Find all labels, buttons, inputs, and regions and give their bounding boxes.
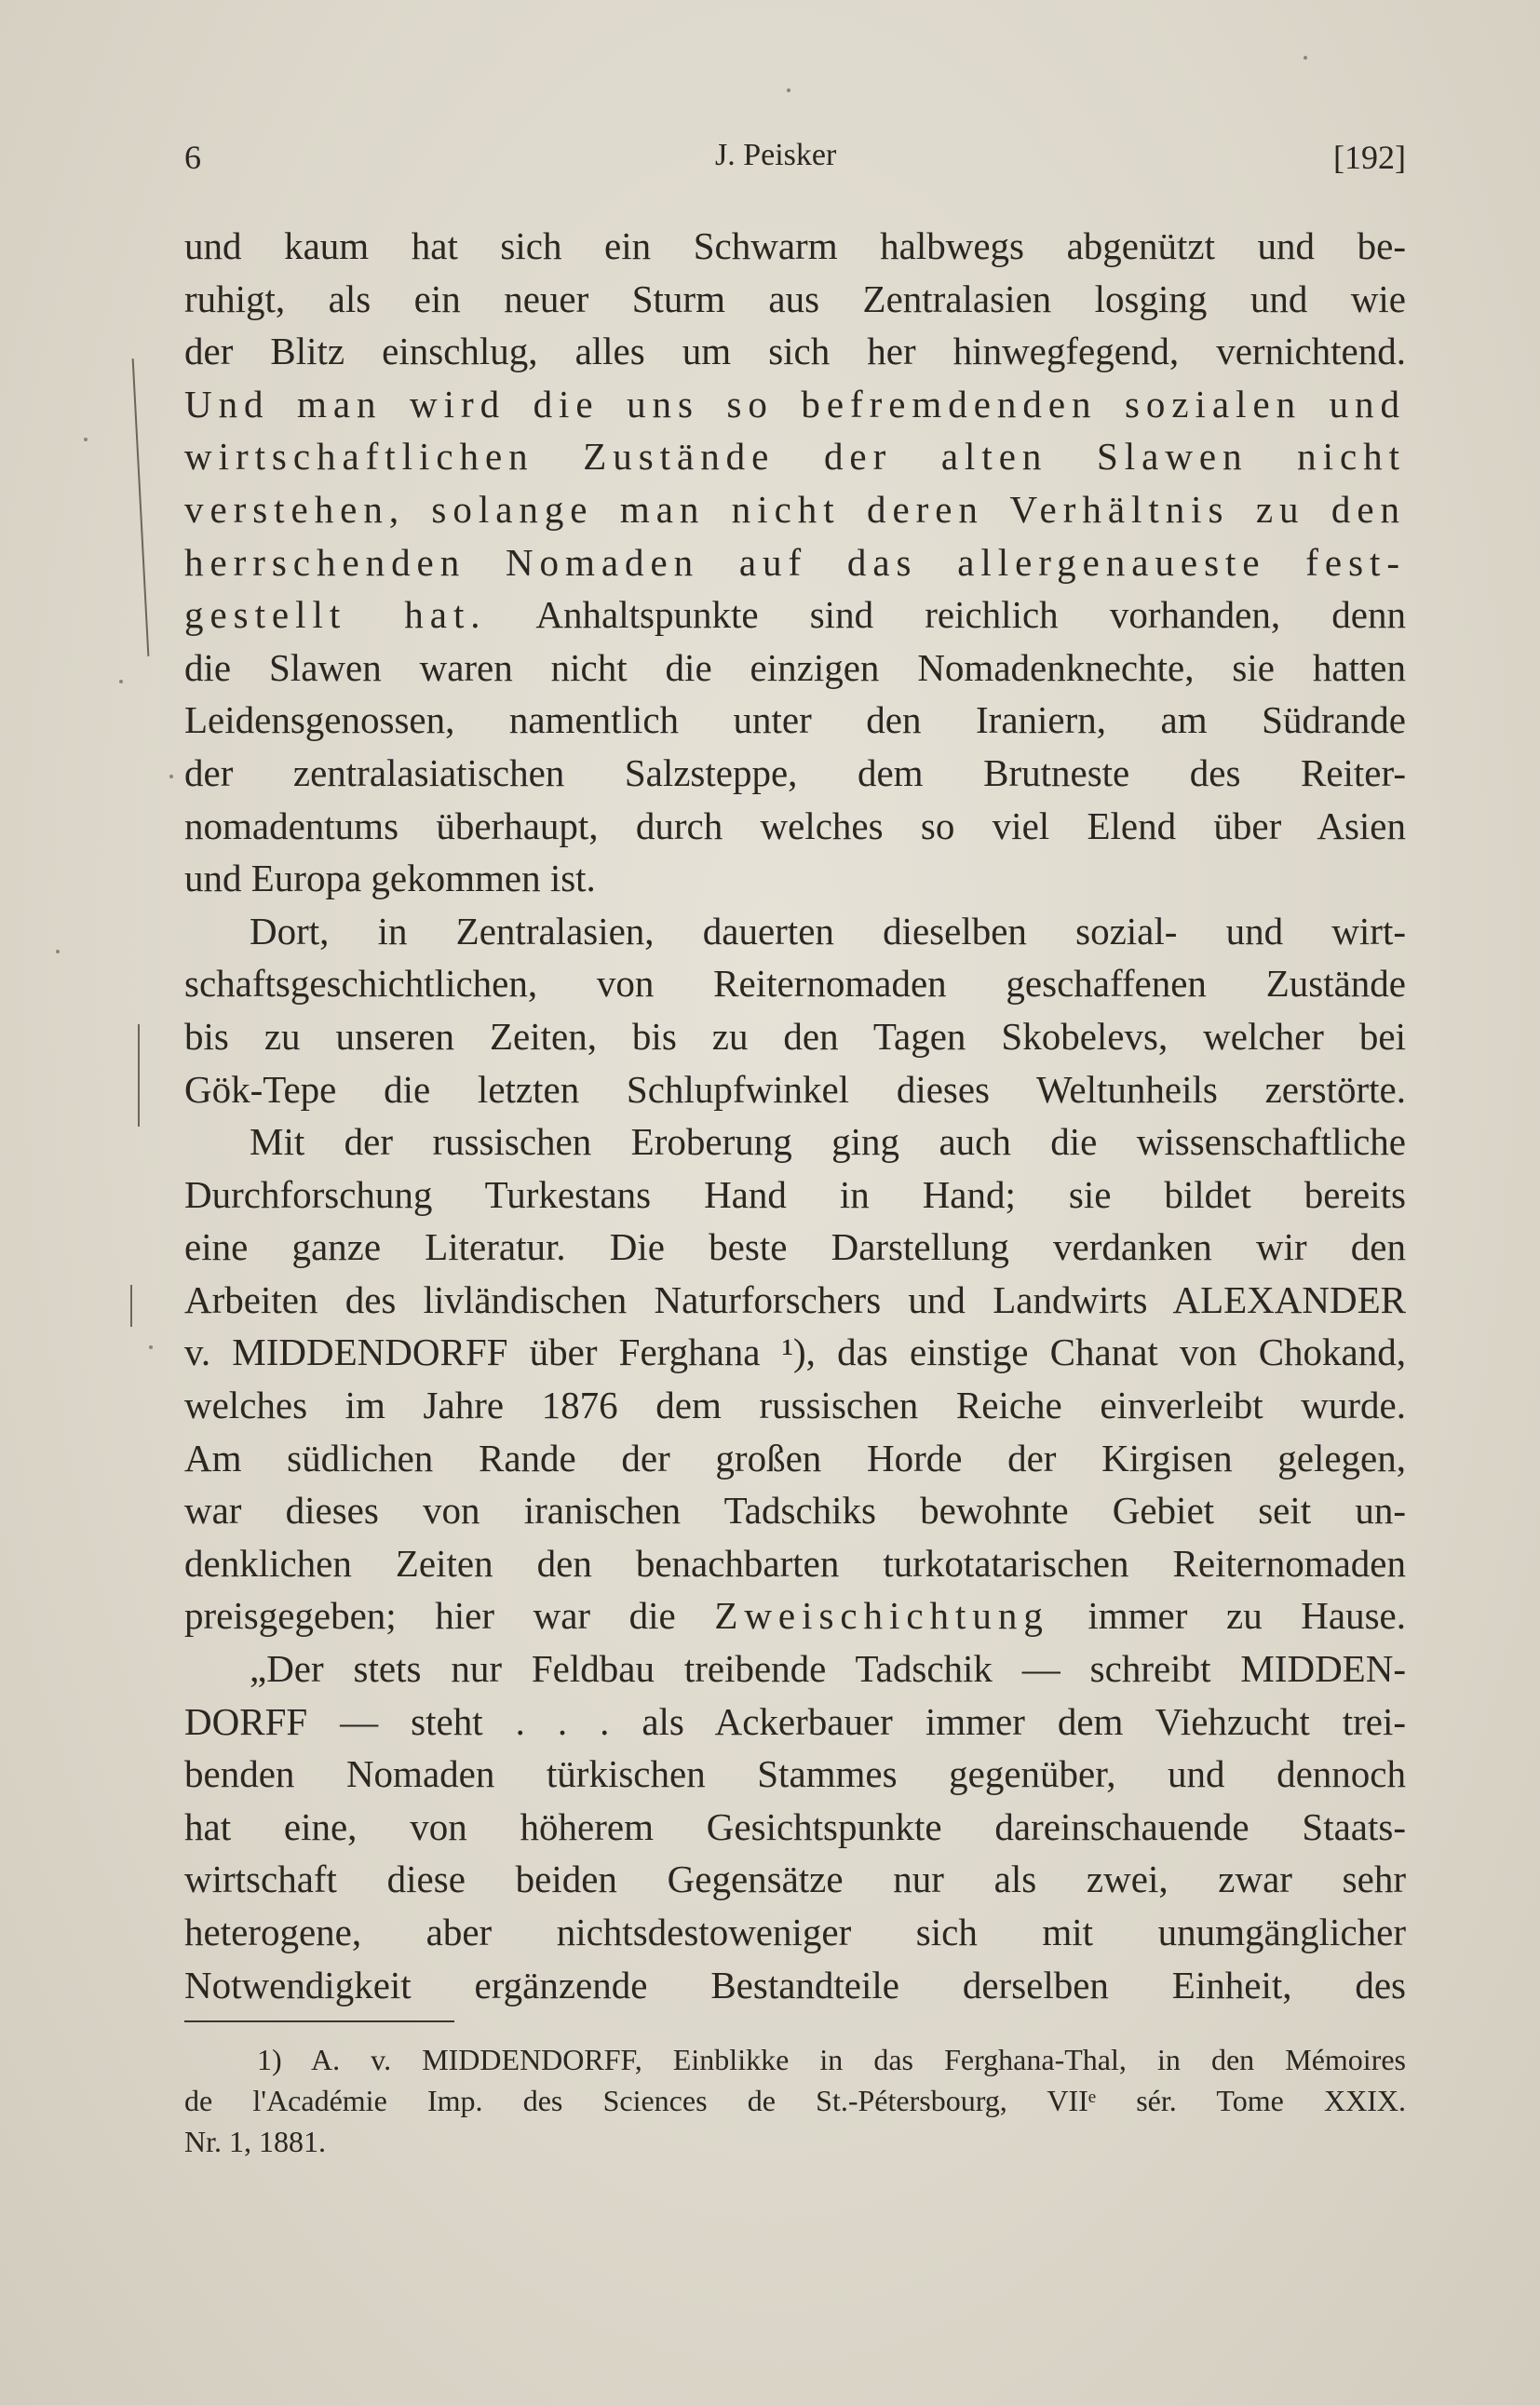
- running-title: J. Peisker: [715, 138, 837, 172]
- text-segment: preisgegeben; hier war die: [184, 1594, 715, 1638]
- paper-speck: [787, 88, 790, 92]
- paper-speck: [84, 438, 88, 441]
- text-line: Durchforschung Turkestans Hand in Hand; sie bildet bereits: [184, 1172, 1406, 1216]
- text-line: DORFF — steht . . . als Ackerbauer immer dem Viehzucht trei-: [184, 1699, 1406, 1743]
- paper-speck: [169, 775, 173, 778]
- text-line: welches im Jahre 1876 dem russischen Reiche einverleibt wurde.: [184, 1384, 1406, 1427]
- paragraph-first-line: „Der stets nur Feldbau treibende Tadschik — schreibt MIDDEN-: [250, 1647, 1406, 1691]
- text-line: denklichen Zeiten den benachbarten turkotatarischen Reiternomaden: [184, 1541, 1406, 1585]
- text-line: v. MIDDENDORFF über Ferghana ¹), das einstige Chanat von Chokand,: [184, 1331, 1406, 1374]
- pencil-margin-mark: [132, 358, 150, 656]
- footnote-line: de l'Académie Imp. des Sciences de St.-Pétersbourg, VIIᵉ sér. Tome XXIX.: [184, 2084, 1406, 2117]
- running-header: [184, 138, 1406, 194]
- text-segment: immer zu Hause.: [1048, 1594, 1406, 1638]
- footnote-line: Nr. 1, 1881.: [184, 2125, 326, 2158]
- text-line: wirtschaft diese beiden Gegensätze nur als zwei, zwar sehr: [184, 1858, 1406, 1901]
- spaced-phrase: gestellt hat.: [184, 593, 487, 637]
- text-line: Gök-Tepe die letzten Schlupfwinkel dieses Weltunheils zerstörte.: [184, 1067, 1406, 1111]
- text-line: benden Nomaden türkischen Stammes gegenüber, und dennoch: [184, 1752, 1406, 1796]
- text-line: nomadentums überhaupt, durch welches so viel Elend über Asien: [184, 804, 1406, 847]
- text-line: heterogene, aber nichtsdestoweniger sich mit unumgänglicher: [184, 1911, 1406, 1953]
- paper-speck: [1304, 56, 1307, 60]
- folio-number: [192]: [1333, 139, 1406, 176]
- text-line: ruhigt, als ein neuer Sturm aus Zentralasien losging und wie: [184, 277, 1406, 320]
- body-text: [184, 220, 1406, 2011]
- paper-speck: [56, 950, 60, 953]
- text-line: Arbeiten des livländischen Naturforschers und Landwirts ALEXANDER: [184, 1277, 1406, 1321]
- text-line: eine ganze Literatur. Die beste Darstellung verdanken wir den: [184, 1225, 1406, 1269]
- footnote-line: 1) A. v. MIDDENDORFF, Einblikke in das Ferghana-Thal, in den Mémoires: [257, 2043, 1406, 2076]
- text-line-spaced: herrschenden Nomaden auf das allergenaueste fest-: [184, 540, 1406, 584]
- text-line: [184, 588, 1406, 642]
- text-line: der Blitz einschlug, alles um sich her hinwegfegend, vernichtend.: [184, 330, 1406, 373]
- footnote-rule: [184, 2020, 454, 2022]
- paragraph-first-line: Mit der russischen Eroberung ging auch die wissenschaftliche: [250, 1120, 1406, 1164]
- text-line: schaftsgeschichtlichen, von Reiternomaden geschaffenen Zustände: [184, 962, 1406, 1006]
- footnotes: [184, 2039, 1406, 2162]
- text-line: bis zu unseren Zeiten, bis zu den Tagen Skobelevs, welcher bei: [184, 1014, 1406, 1058]
- page-number: 6: [184, 139, 201, 176]
- paper-speck: [149, 1345, 153, 1349]
- pencil-margin-mark: [138, 1024, 140, 1127]
- text-line: Notwendigkeit ergänzende Bestandteile derselben Einheit, des: [184, 1963, 1406, 2006]
- text-line: Leidensgenossen, namentlich unter den Iraniern, am Südrande: [184, 698, 1406, 742]
- text-line: und Europa gekommen ist.: [184, 857, 596, 900]
- text-line: die Slawen waren nicht die einzigen Nomadenknechte, sie hatten: [184, 645, 1406, 689]
- text-line: war dieses von iranischen Tadschiks bewohnte Gebiet seit un-: [184, 1489, 1406, 1533]
- text-line-spaced: verstehen, solange man nicht deren Verhältnis zu den: [184, 487, 1406, 531]
- text-line: [184, 1589, 1406, 1642]
- spaced-word: Zweischichtung: [714, 1594, 1049, 1638]
- text-line: der zentralasiatischen Salzsteppe, dem Brutneste des Reiter-: [184, 750, 1406, 794]
- text-line-spaced: wirtschaftlichen Zustände der alten Slawen nicht: [184, 435, 1406, 479]
- text-line-spaced: Und man wird die uns so befremdenden sozialen und: [184, 382, 1406, 426]
- text-line: hat eine, von höherem Gesichtspunkte dareinschauende Staats-: [184, 1804, 1406, 1848]
- paragraph-first-line: Dort, in Zentralasien, dauerten dieselben sozial- und wirt-: [250, 909, 1406, 953]
- paper-speck: [119, 680, 123, 683]
- pencil-margin-mark: [130, 1285, 132, 1327]
- text-line: und kaum hat sich ein Schwarm halbwegs abgenützt und be-: [184, 224, 1406, 267]
- text-line: Am südlichen Rande der großen Horde der Kirgisen gelegen,: [184, 1436, 1406, 1479]
- text-line-rest: Anhaltspunkte sind reichlich vorhanden, denn: [486, 593, 1406, 637]
